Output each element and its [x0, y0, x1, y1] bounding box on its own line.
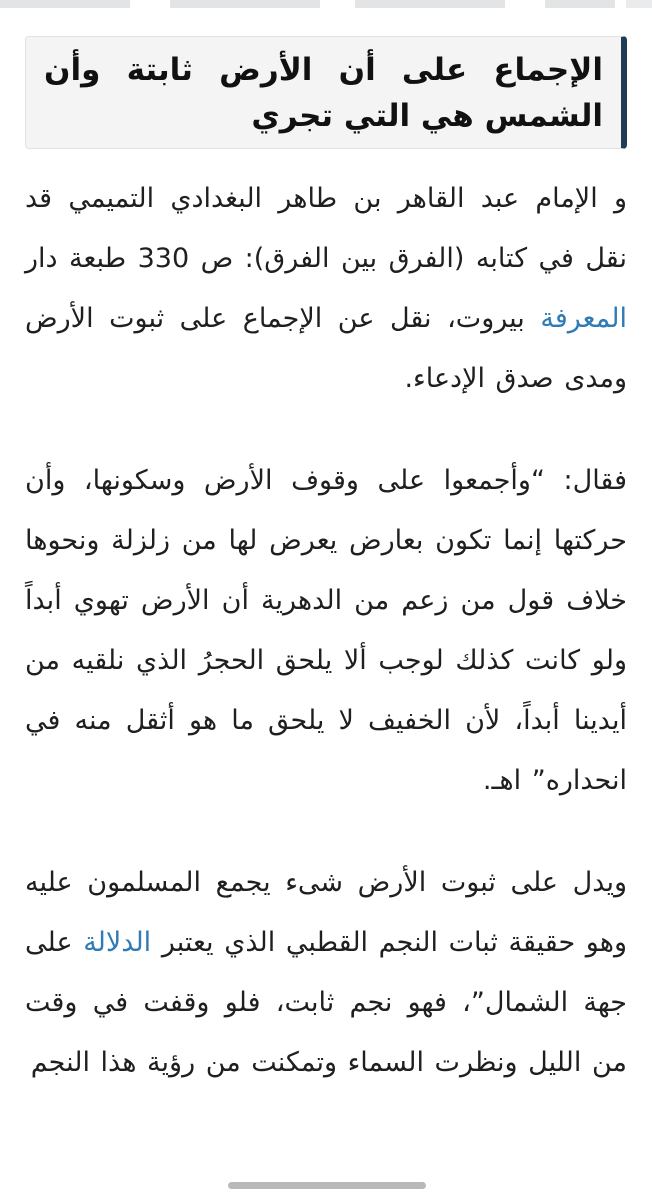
- article-body: [25, 36, 627, 1135]
- top-bar-segment: [170, 0, 320, 8]
- paragraph-3: [25, 853, 627, 1093]
- paragraph-1-text-b: بيروت، نقل عن الإجماع على ثبوت الأرض ومدى صدق الإدعاء.: [25, 303, 627, 394]
- link-almarefa[interactable]: المعرفة: [540, 303, 627, 334]
- paragraph-1-text-a: و الإمام عبد القاهر بن طاهر البغدادي التميمي قد نقل في كتابه (الفرق بين الفرق): ص 330 طبعة دار: [25, 183, 627, 274]
- home-indicator[interactable]: [228, 1182, 426, 1189]
- paragraph-1: [25, 169, 627, 409]
- headline-box: [25, 36, 627, 149]
- link-aldalala[interactable]: الدلالة: [83, 927, 152, 958]
- top-bar-segment: [545, 0, 615, 8]
- article-headline: الإجماع على أن الأرض ثابتة وأن الشمس هي التي تجري: [44, 52, 603, 134]
- paragraph-3-text-a: ويدل على ثبوت الأرض شىء يجمع المسلمون عليه وهو حقيقة ثبات النجم القطبي الذي يعتبر: [25, 867, 627, 958]
- top-bar-segment: [626, 0, 652, 8]
- paragraph-2: فقال: “وأجمعوا على وقوف الأرض وسكونها، وأن حركتها إنما تكون بعارض يعرض لها من زلزلة ونحوها خلاف قول من زعم من الدهرية أن الأرض تهوي أبداً ولو كانت كذلك لوجب ألا يلحق الحجرُ الذي نلقيه من أيدينا أبداً، لأن الخفيف لا يلحق ما هو أثقل منه في انحداره” اهـ.: [25, 465, 627, 796]
- top-bar-segment: [355, 0, 505, 8]
- top-strip: [0, 0, 652, 20]
- bottom-fade: [0, 1160, 652, 1200]
- paragraph-3-text-b: على جهة الشمال”، فهو نجم ثابت، فلو وقفت في وقت من الليل ونظرت السماء وتمكنت من رؤية هذا النجم: [25, 927, 627, 1078]
- top-bar-segment: [0, 0, 130, 8]
